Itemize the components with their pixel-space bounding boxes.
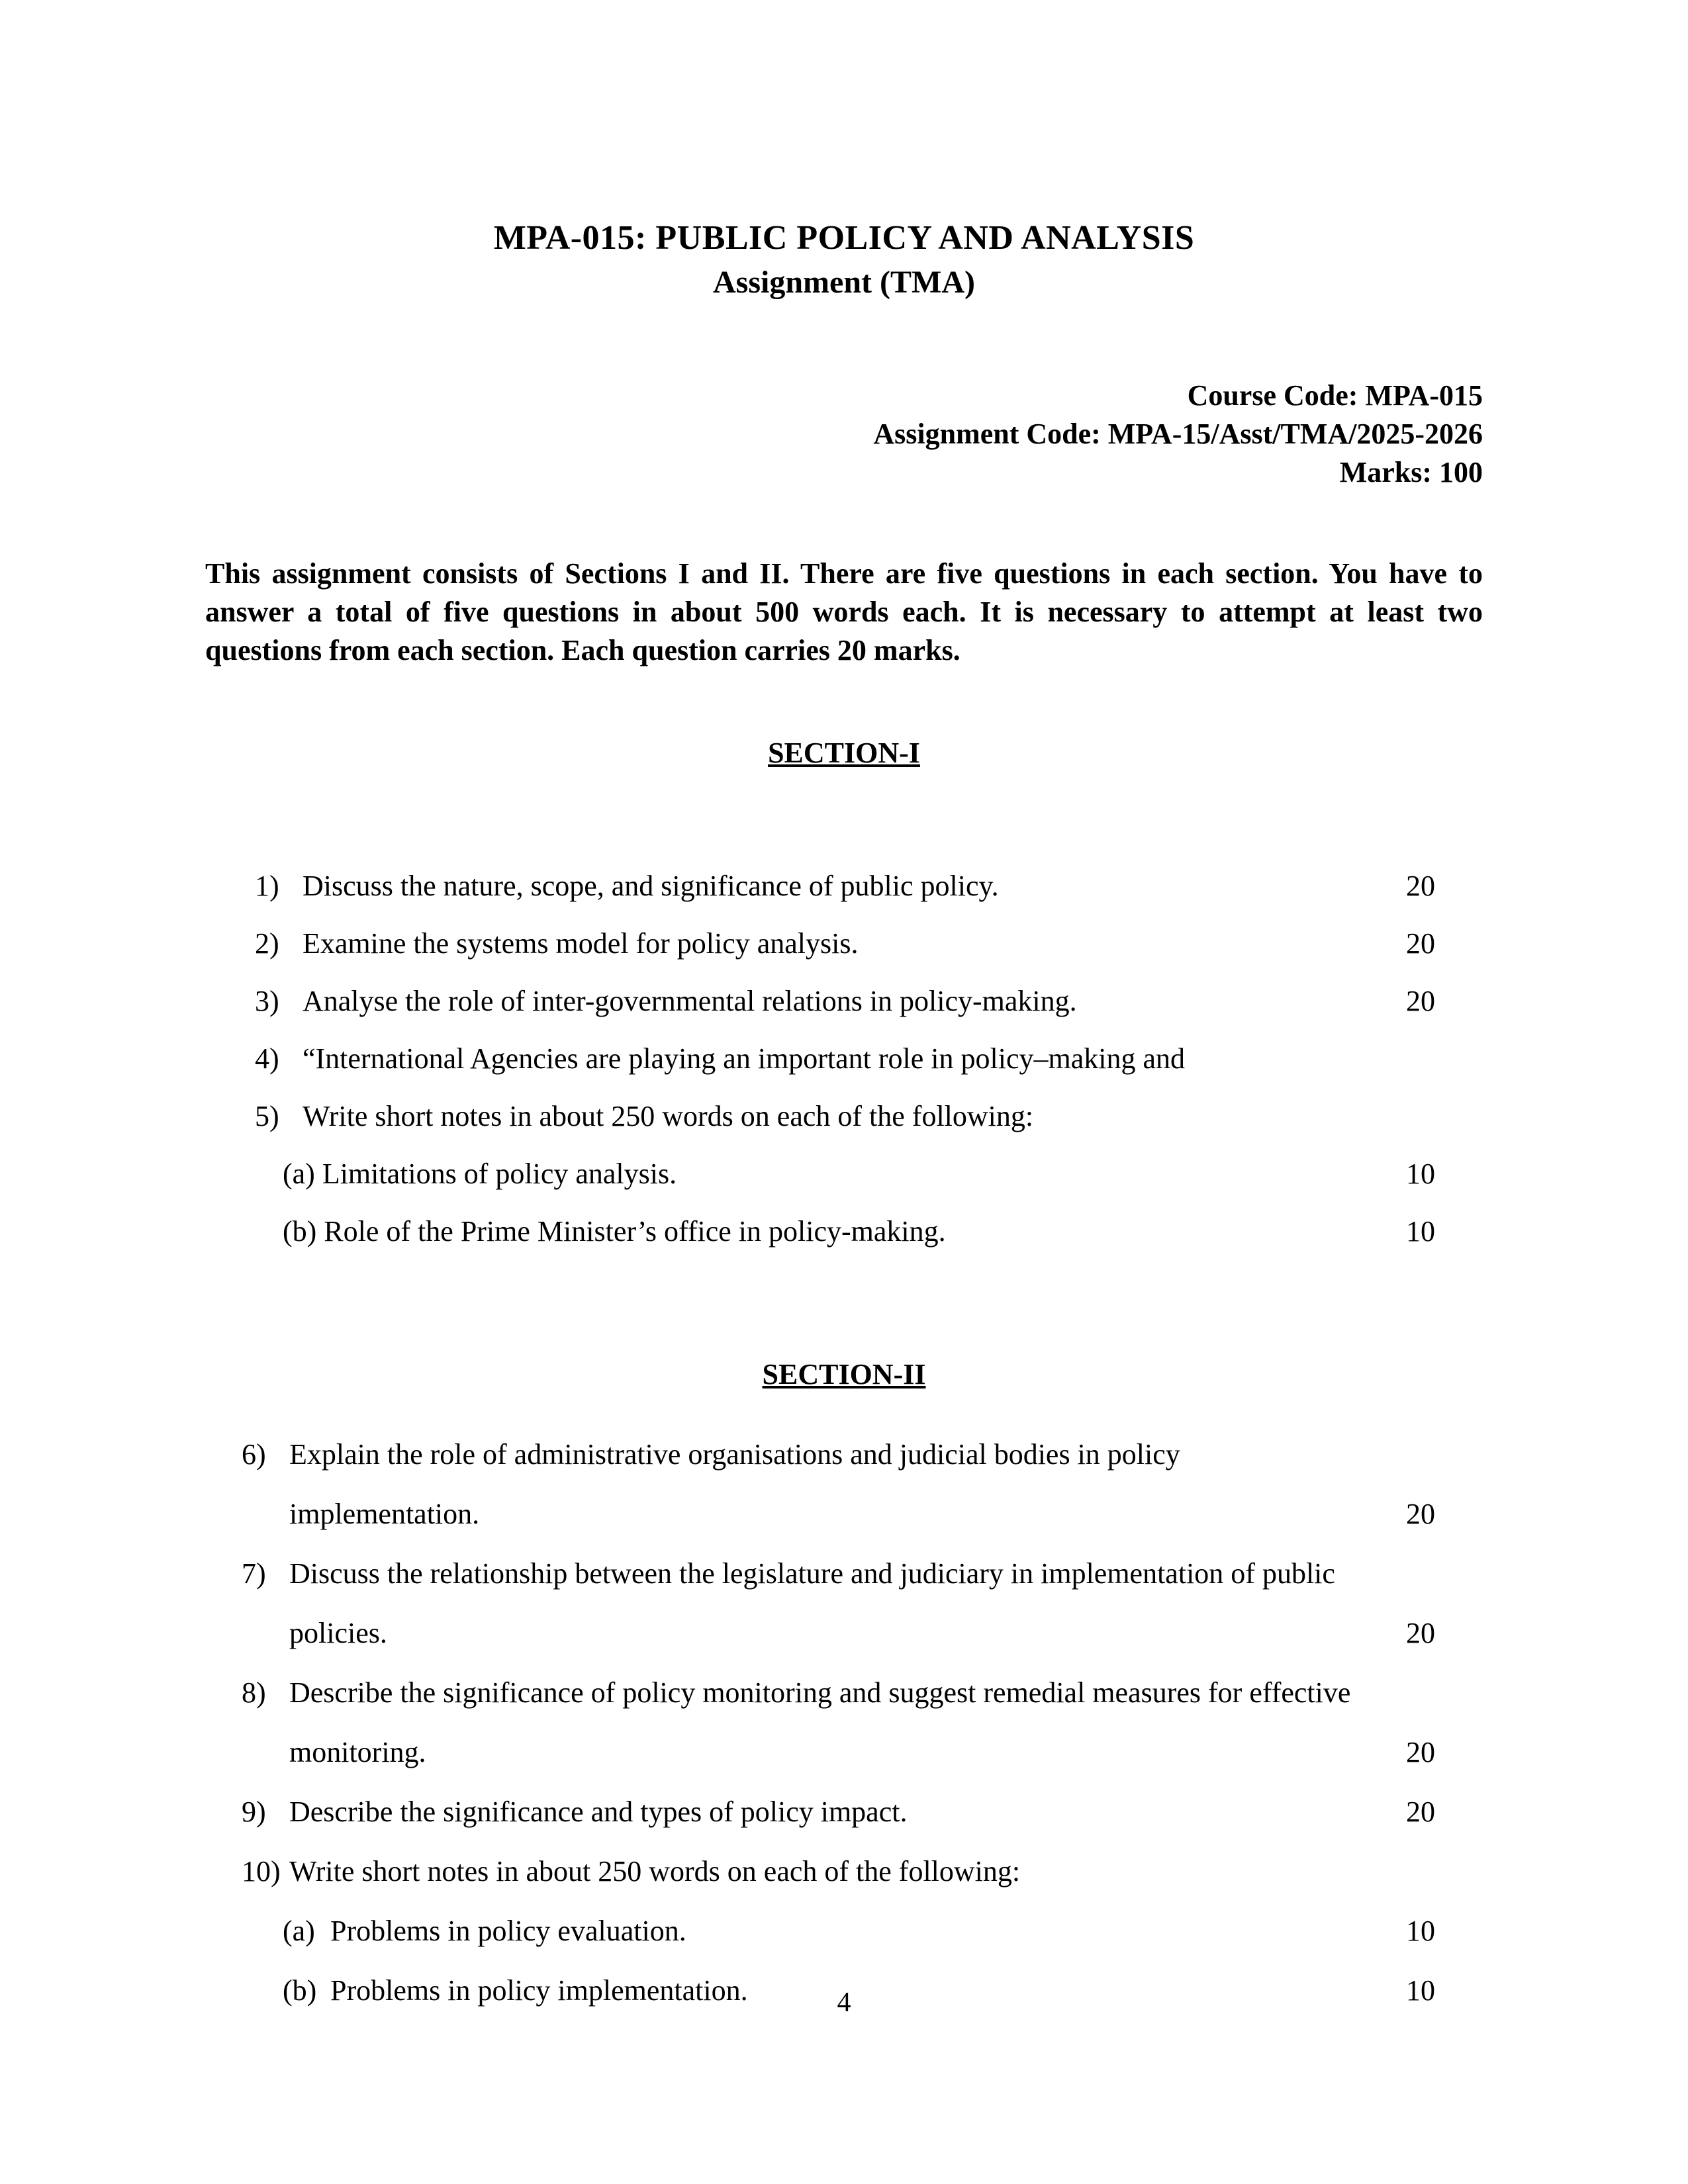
question-continuation-row [242,1497,1483,1531]
question-marks: 10 [1406,1915,1435,1948]
question-number: 3) [255,985,279,1018]
question-marks: 20 [1406,985,1435,1018]
question-number: 5) [255,1100,279,1133]
question-marks: 20 [1406,1736,1435,1769]
question-text: Problems in policy evaluation. [330,1915,686,1948]
question-continuation-row [242,1735,1483,1769]
question-marks: 20 [1406,927,1435,960]
question-number: 6) [242,1438,266,1471]
section-2-heading: SECTION-II [762,1358,926,1391]
question-marks: 20 [1406,1617,1435,1650]
question-row [255,927,1483,960]
section-1-question-list [255,869,1483,1248]
question-sub-row [255,1214,1483,1248]
question-sub-row [255,1157,1483,1191]
question-text: Describe the significance of policy monitoring and suggest remedial measures for effective [289,1676,1351,1709]
question-row [255,984,1483,1018]
doc-title: MPA-015: PUBLIC POLICY AND ANALYSIS [493,219,1195,257]
question-row [242,1854,1483,1888]
assignment-instructions: This assignment consists of Sections I and II. There are five questions in each section. You have to answer a total of five questions in about 500 words each. It is necessary to attempt at least two questions from each section. Each question carries 20 marks. [205,557,1483,667]
page-number: 4 [837,1987,851,2018]
question-marks: 10 [1406,1974,1435,2007]
question-text: monitoring. [289,1736,426,1769]
question-marks: 10 [1406,1158,1435,1191]
question-number: (a) [283,1915,315,1948]
section-2-question-list [242,1437,1483,2007]
question-text: policies. [289,1617,387,1650]
question-row [255,1099,1483,1133]
question-number: 8) [242,1676,266,1709]
section-1-heading: SECTION-I [768,737,920,770]
question-number: 4) [255,1042,279,1075]
question-row [242,1437,1483,1471]
meta-course-code: Course Code: MPA-015 [1187,379,1483,412]
question-marks: 20 [1406,870,1435,903]
question-text: Explain the role of administrative organisations and judicial bodies in policy [289,1438,1180,1471]
question-text: Describe the significance and types of policy impact. [289,1796,908,1829]
question-sub-row [242,1914,1483,1948]
question-number: 10) [242,1855,281,1888]
question-row [255,869,1483,903]
question-number: 9) [242,1796,266,1829]
question-row [242,1795,1483,1829]
doc-subtitle: Assignment (TMA) [713,265,975,300]
question-row [242,1676,1483,1709]
question-number: 7) [242,1557,266,1590]
question-marks: 10 [1406,1215,1435,1248]
meta-marks-total: Marks: 100 [1339,456,1483,489]
question-marks: 20 [1406,1796,1435,1829]
question-number: 1) [255,870,279,903]
question-marks: 20 [1406,1498,1435,1531]
question-continuation-row [242,1616,1483,1650]
meta-block [205,377,1483,492]
question-text: (a) Limitations of policy analysis. [283,1158,677,1191]
meta-assignment-code: Assignment Code: MPA-15/Asst/TMA/2025-2026 [873,418,1483,451]
question-text: Write short notes in about 250 words on each of the following: [303,1100,1034,1133]
question-row [242,1557,1483,1590]
question-text: Write short notes in about 250 words on each of the following: [289,1855,1021,1888]
question-number: (b) [283,1974,317,2007]
question-text: Problems in policy implementation. [330,1974,748,2007]
question-text: Examine the systems model for policy analysis. [303,927,859,960]
document-header [205,218,1483,300]
question-text: Discuss the nature, scope, and significance of public policy. [303,870,999,903]
question-text: “International Agencies are playing an important role in policy–making and [303,1042,1186,1075]
question-row [255,1042,1483,1075]
question-text: (b) Role of the Prime Minister’s office in policy-making. [283,1215,946,1248]
question-text: implementation. [289,1498,480,1531]
question-text: Analyse the role of inter-governmental relations in policy-making. [303,985,1077,1018]
question-text: Discuss the relationship between the legislature and judiciary in implementation of public [289,1557,1335,1590]
question-number: 2) [255,927,279,960]
